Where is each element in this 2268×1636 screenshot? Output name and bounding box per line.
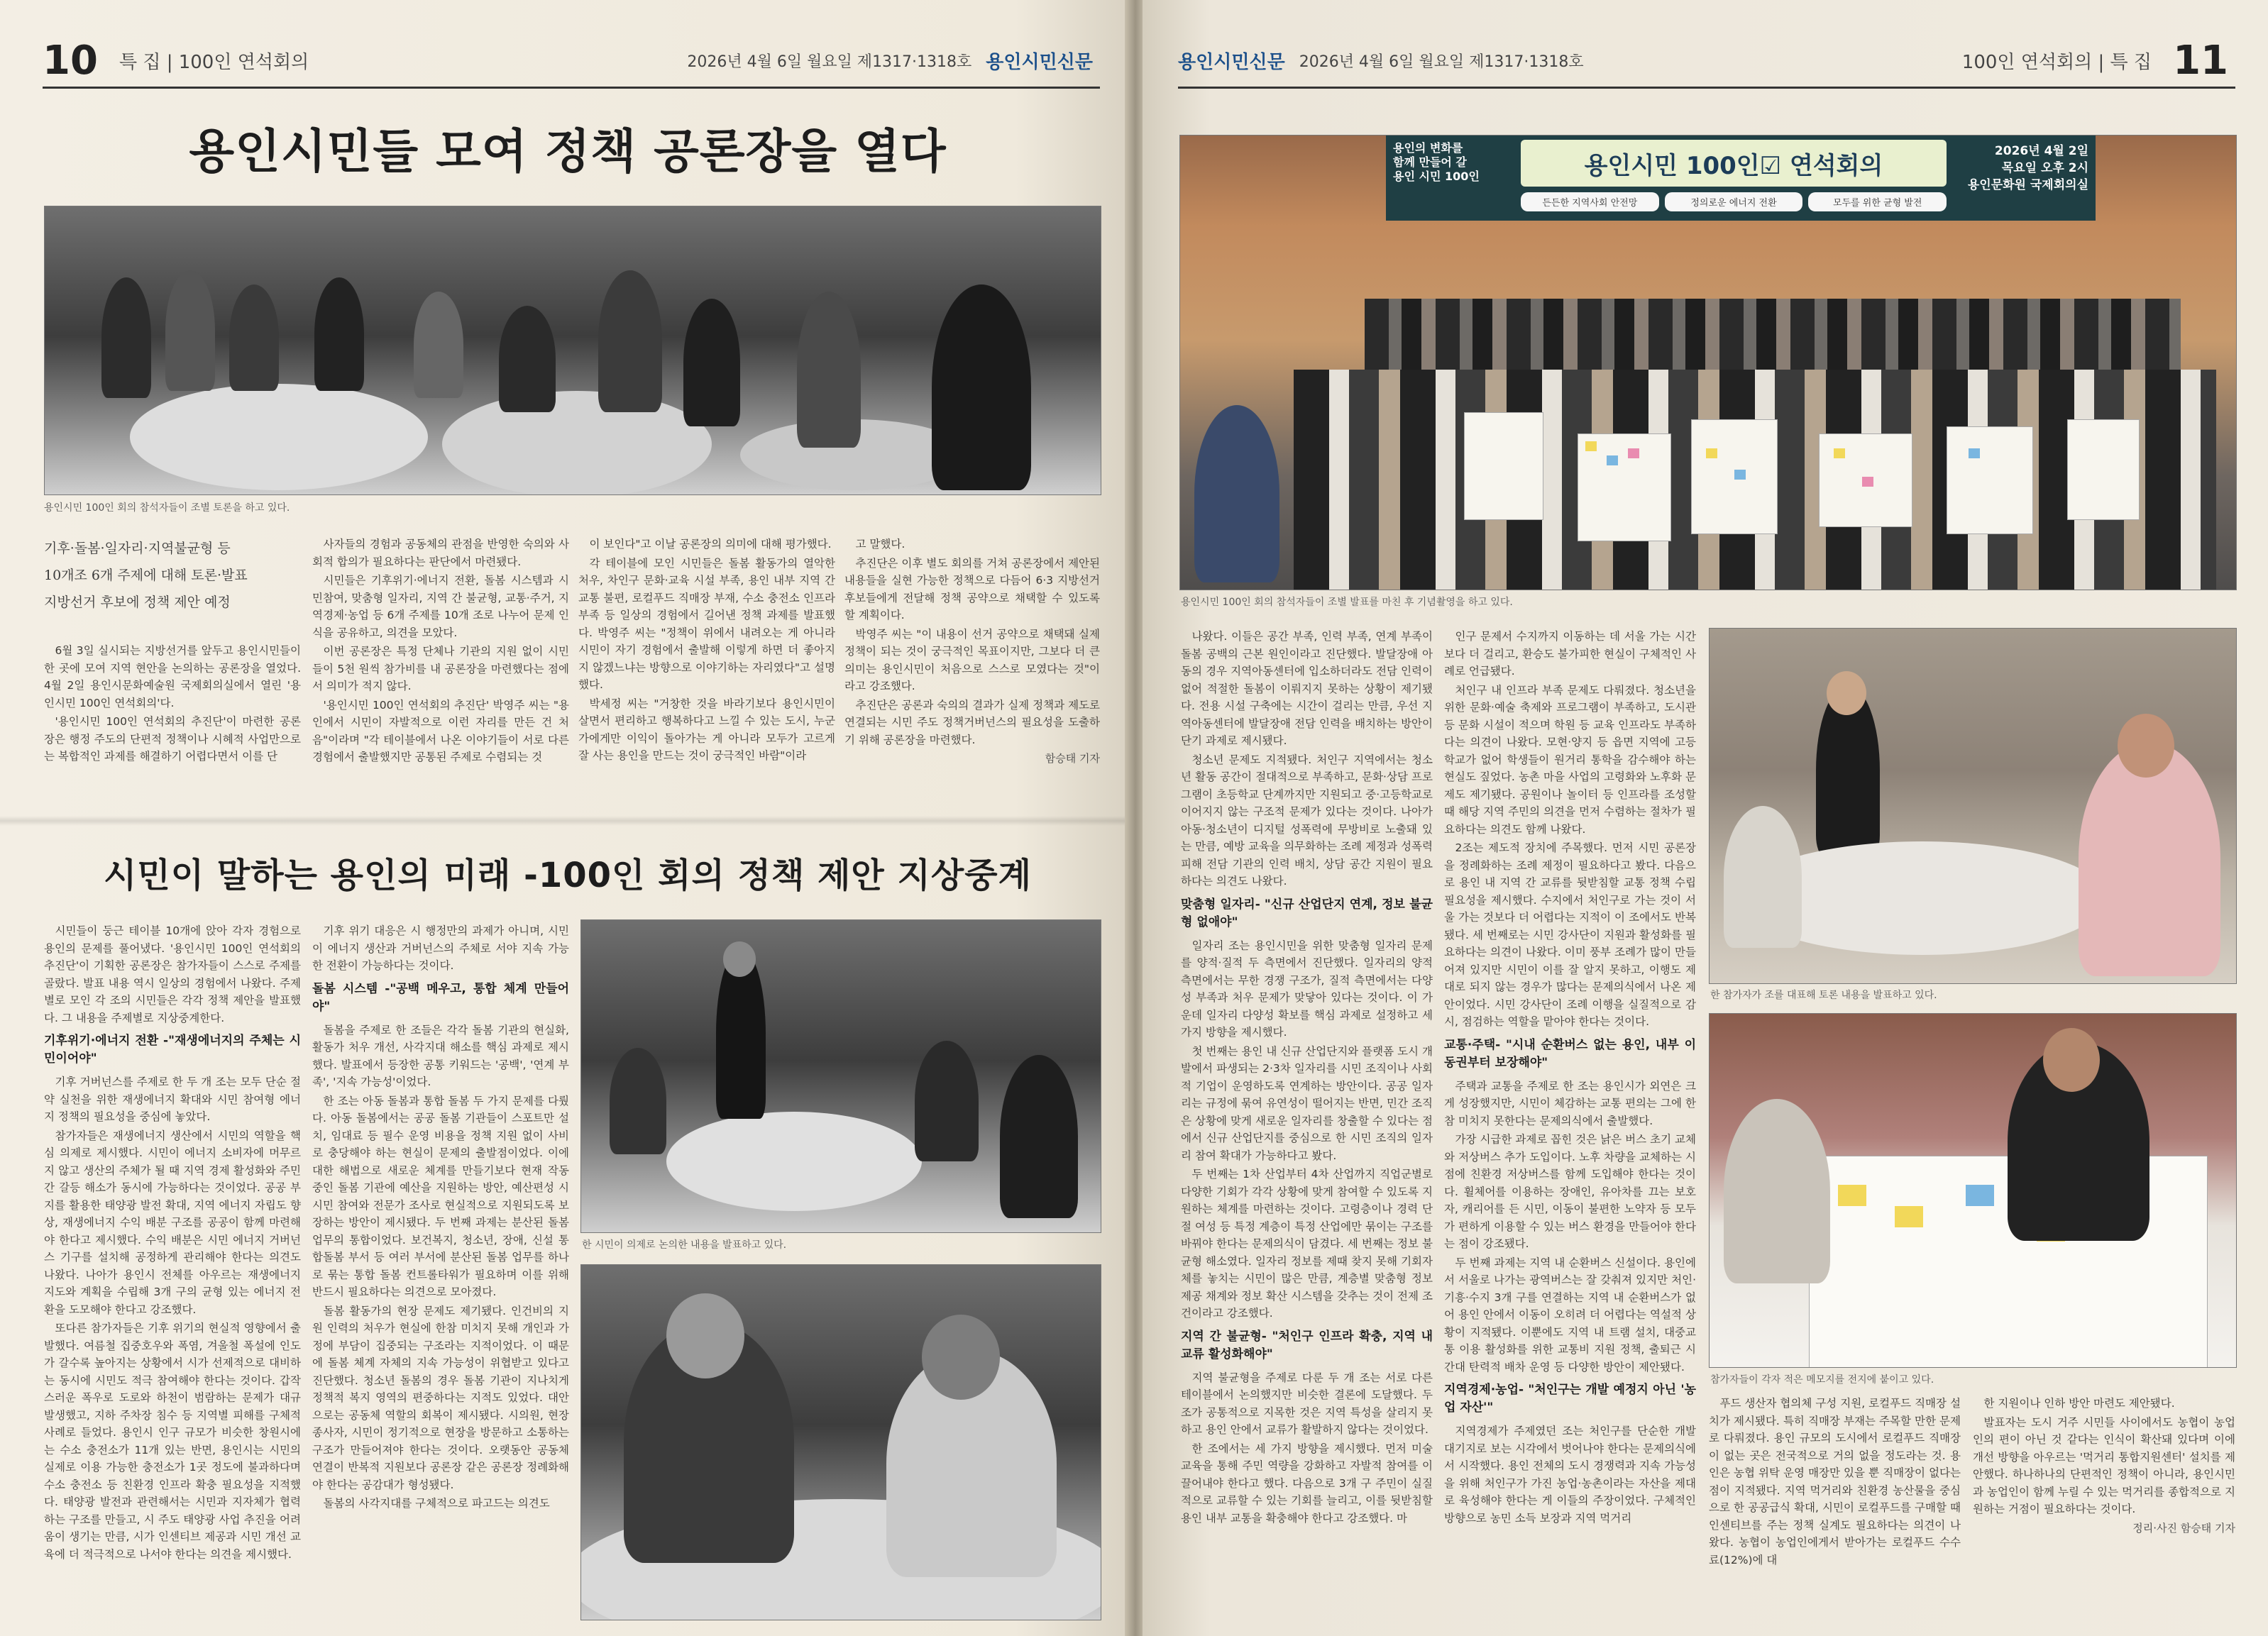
photo-group bbox=[1179, 135, 2237, 590]
attendee bbox=[165, 270, 215, 391]
poster-board bbox=[1578, 433, 1671, 541]
sticky-note bbox=[1628, 448, 1639, 458]
attendee bbox=[610, 1048, 666, 1154]
presenter-head bbox=[723, 941, 756, 977]
paragraph: 이 보인다"고 이날 공론장의 의미에 대해 평가했다. bbox=[589, 538, 832, 551]
paragraph: 한 조는 아동 돌봄과 통합 돌봄 두 가지 문제를 다뤘다. 아동 돌봄에서는 공공 돌봄 기관들이 스포트만 설치, 임대료 등 필수 운영 비용을 정책 지원 없이 사비로 충당해야 하는 현실이 문제의 출발점이었다. 이에 대한 해법으로 새로운 체계를 만들기보다 현재 작동 중인 돌봄 기관에 예산을 지원하는 방안, 예산편성 시 시민 참여와 전문가 조사로 현실적으로 지원되도록 보장하는 방안이 제시됐다. 두 번째 과제는 분산된 돌봄 업무의 통합이었다. 보건복지, 청소년, 장애, 신설 통합돌봄 부서 등 여러 부서에 분산된 돌봄 업무를 하나로 묶는 통합 돌봄 컨트롤타워가 필요하며 이를 위해 반드시 필요하다는 의견으로 모아졌다. bbox=[312, 1094, 569, 1298]
paragraph: 발표자는 도시 거주 시민들 사이에서도 농협이 농업인의 편이 아닌 것 같다는 인식이 확산돼 있다며 이에 개선 방향을 아우르는 '먹거리 통합지원센터' 설치를 제안했다. 하나하나의 단편적인 정책이 아니라, 용인시민과 농업인이 함께 누릴 수 있는 먹거리를 종합적으로 지원하는 거점이 필요하다는 것이다. bbox=[1973, 1415, 2235, 1515]
paragraph: 박영주 씨는 "이 내용이 선거 공약으로 채택돼 실제 정책이 되는 것이 궁극적인 목표이지만, 그보다 더 큰 의미는 용인시민이 처음으로 스스로 모였다는 것"이라고 강조했다. bbox=[844, 627, 1100, 692]
paragraph: 박세정 씨는 "거창한 것을 바라기보다 용인시민이 살면서 편리하고 행복하다고 느낄 수 있는 도시, 누군가에게만 이익이 돌아가는 게 아니라 모두가 고르게 잘 사는 용인을 만드는 것이 궁극적인 바람"이라 bbox=[578, 697, 835, 762]
attendee bbox=[915, 1041, 979, 1161]
paragraph: 일자리 조는 용인시민을 위한 맞춤형 일자리 문제를 양적·질적 두 측면에서 진단했다. 일자리의 양적 측면에서는 무한 경쟁 구조가, 질적 측면에서는 다양성 부족과 처우 문제가 맞닿아 있다는 것이다. 이 가운데 일자리 다양성 확보를 핵심 과제로 설정하고 세 가지 방향을 제시했다. bbox=[1181, 939, 1433, 1039]
sticky-note bbox=[1585, 441, 1597, 451]
header-rule bbox=[43, 87, 1100, 89]
speaker-head bbox=[1827, 671, 1866, 715]
paragraph: 지역 불균형을 주제로 다룬 두 개 조는 서로 다른 테이블에서 논의했지만 비슷한 결론에 도달했다. 두 조가 공통적으로 지목한 것은 지역 특성을 살리지 못하고 용인 안에서 교류가 활발하지 않다는 것이었다. bbox=[1181, 1371, 1433, 1436]
attendee bbox=[1724, 1099, 1830, 1283]
subhead: 지방선거 후보에 정책 제안 예정 bbox=[44, 595, 231, 610]
paragraph: 한 지원이나 인하 방안 마련도 제안됐다. bbox=[1983, 1397, 2175, 1410]
sticky-note bbox=[1734, 470, 1746, 480]
paragraph: 인구 문제서 수지까지 이동하는 데 서울 가는 시간보다 더 걸리고, 환승도 불가피한 현실이 구체적인 사례로 언급됐다. bbox=[1444, 630, 1696, 678]
section-heading-region: 지역 간 불균형- "처인구 인프라 확충, 지역 내 교류 활성화해야" bbox=[1181, 1329, 1433, 1361]
byline: 정리·사진 함승태 기자 bbox=[2132, 1521, 2235, 1535]
paragraph: 시민들은 기후위기·에너지 전환, 돌봄 시스템과 시민참여, 맞춤형 일자리, 지역 간 불균형, 교통·주거, 지역경제·농업 등 6개 주제를 10개 조로 나누어 문제 인식을 공유하고, 의견을 모았다. bbox=[312, 574, 569, 639]
section-label: 100인 연석회의 | 특 집 bbox=[1961, 51, 2152, 73]
banner-line: 용인의 변화를 bbox=[1393, 141, 1463, 155]
banner-tags bbox=[1521, 192, 1947, 211]
photo-presenter bbox=[580, 919, 1101, 1233]
left-page bbox=[0, 0, 1128, 1636]
right-header bbox=[1178, 39, 2228, 82]
poster-board bbox=[1691, 419, 1778, 534]
attendee bbox=[101, 277, 151, 398]
paragraph: 돌봄의 사각지대를 구체적으로 파고드는 의견도 bbox=[323, 1497, 550, 1510]
right-column-3 bbox=[1709, 1395, 1961, 1622]
sticky-note bbox=[1862, 477, 1873, 487]
right-column-1 bbox=[1181, 628, 1433, 1621]
sticky-note bbox=[1838, 1185, 1866, 1206]
sticky-note bbox=[1834, 448, 1845, 458]
banner-left-text bbox=[1393, 141, 1514, 184]
masthead: 용인시민신문 bbox=[1178, 51, 1285, 73]
paragraph: 청소년 문제도 지적됐다. 처인구 지역에서는 청소년 활동 공간이 절대적으로 부족하고, 문화·상담 프로그램이 초등학교 단계까지만 지원되고 중·고등학교로 이어지지 않는 구조적 문제가 있다는 것이다. 나아가 아동·청소년이 디지털 성폭력에 무방비로 노출돼 있는 만큼, 예방 교육을 의무화하는 조례 제정과 성폭력 피해 전담 기관의 인력 배치, 상담 공간 지원이 필요하다는 의견도 나왔다. bbox=[1181, 753, 1433, 888]
right-column-4 bbox=[1973, 1395, 2235, 1622]
poster-board bbox=[1947, 426, 2033, 534]
sticky-note bbox=[1969, 448, 1980, 458]
sticky-note bbox=[1607, 455, 1618, 465]
section-heading-economy: 지역경제·농업- "처인구는 개발 예정지 아닌 '농업 자산'" bbox=[1444, 1383, 1696, 1415]
banner-title: 용인시민 100인☑ 연석회의 bbox=[1521, 140, 1947, 187]
section-heading-jobs: 맞춤형 일자리- "신규 산업단지 연계, 정보 불균형 없애야" bbox=[1181, 897, 1433, 929]
paragraph: 사자들의 경험과 공동체의 관점을 반영한 숙의와 사회적 합의가 필요하다는 판단에서 마련됐다. bbox=[312, 538, 569, 568]
poster-board bbox=[1464, 412, 1543, 520]
banner-right-text bbox=[1954, 143, 2088, 194]
article1-column-4 bbox=[844, 536, 1100, 805]
banner-tag: 모두를 위한 균형 발전 bbox=[1808, 192, 1947, 211]
page-number: 10 bbox=[43, 37, 98, 84]
attendee bbox=[414, 292, 463, 398]
round-table bbox=[666, 1112, 922, 1211]
subheadings bbox=[44, 538, 299, 613]
subhead: 10개조 6개 주제에 대해 토론·발표 bbox=[44, 568, 248, 583]
right-column-2 bbox=[1444, 628, 1696, 1621]
paragraph: '용인시민 100인 연석회의 추진단' 박영주 씨는 "용인에서 시민이 자발적으로 이런 자리를 만든 건 처음"이라며 "각 테이블에서 나온 이야기들이 서로 다른 경험에서 출발했지만 공통된 주제로 수렴되는 것 bbox=[312, 698, 569, 763]
attendee-head bbox=[666, 1293, 744, 1378]
attendee bbox=[683, 299, 740, 426]
paragraph: 가장 시급한 과제로 꼽힌 것은 낡은 버스 초기 교체와 저상버스 추가 도입이다. 노후 차량을 교체하는 시점에 친환경 저상버스를 함께 도입해야 한다는 것이다. 휠체어를 이용하는 장애인, 유아차를 끄는 보호자, 캐리어를 든 시민, 이동이 불편한 노약자 등 모두가 편하게 이용할 수 있는 버스 환경을 만들어야 한다는 점이 강조됐다. bbox=[1444, 1133, 1696, 1250]
paragraph: 시민들이 둥근 테이블 10개에 앉아 각자 경험으로 용인의 문제를 풀어냈다. '용인시민 100인 연석회의 추진단'이 기획한 공론장은 참가자들이 스스로 주제를 골랐다. 발표 내용 역시 일상의 경험에서 나왔다. 주제별로 모인 각 조의 시민들은 각각 정책 제안을 발표했다. 그 내용을 주제별로 지상중계한다. bbox=[44, 924, 301, 1024]
subhead: 기후·돌봄·일자리·지역불균형 등 bbox=[44, 541, 231, 556]
paragraph: 첫 번째는 용인 내 신규 산업단지와 플랫폼 도시 개발에서 파생되는 2·3차 일자리를 시민 조직이나 사회적 기업이 운영하도록 연계하는 방안이다. 공공 일자리는 규정에 묶여 유연성이 떨어지는 반면, 민간 조직은 상황에 맞게 새로운 일자리를 창출할 수 있다는 점에서 신규 산업단지를 중심으로 한 시민 조직의 일자리 참여 확대가 가능하다고 봤다. bbox=[1181, 1044, 1433, 1162]
photo-table-discussion bbox=[580, 1264, 1101, 1620]
paragraph: 처인구 내 인프라 부족 문제도 다뤄졌다. 청소년을 위한 문화·예술 축제와 프로그램이 부족하고, 도시관 등 문화 시설이 적으며 학원 등 교육 인프라도 부족하다는 의견이 나왔다. 모현·양지 등 읍면 지역에 고등학교가 없어 학생들이 원거리 통학을 감수해야 하는 현실도 짚었다. 농촌 마을 사업의 고령화와 노후화 문제도 제기됐다. 공원이나 놀이터 등 인프라를 조성할 때 해당 지역 주민의 의견을 먼저 수렴하는 절차가 필요하다는 의견도 함께 나왔다. bbox=[1444, 683, 1696, 836]
banner-line: 목요일 오후 2시 bbox=[2001, 161, 2088, 175]
banner-tag: 든든한 지역사회 안전망 bbox=[1521, 192, 1659, 211]
paragraph: 이번 공론장은 특정 단체나 기관의 지원 없이 시민들이 5천 원씩 참가비를 내 공론장을 마련했다는 점에서 의미가 적지 않다. bbox=[312, 645, 569, 692]
sticky-note bbox=[1895, 1206, 1923, 1227]
attendee-head bbox=[2043, 1028, 2100, 1092]
attendee bbox=[797, 292, 861, 448]
photo-caption: 한 참가자가 조를 대표해 토론 내용을 발표하고 있다. bbox=[1710, 990, 1937, 1001]
paragraph: 추진단은 이후 별도 회의를 거쳐 공론장에서 제안된 내용들을 실현 가능한 정책으로 다듬어 6·3 지방선거 후보들에게 전달해 정책 공약으로 채택할 수 있도록 할 계획이다. bbox=[844, 556, 1100, 621]
attendee-head bbox=[922, 1315, 1000, 1400]
photo-caption: 용인시민 100인 회의 참석자들이 조별 토론을 하고 있다. bbox=[44, 502, 290, 514]
attendee bbox=[598, 270, 662, 412]
paragraph: 두 번째 과제는 지역 내 순환버스 신설이다. 용인에서 서울로 나가는 광역버스는 잘 갖춰져 있지만 처인·기흥·수지 3개 구를 연결하는 지역 내 순환버스가 없어 용인 안에서 이동이 오히려 더 어렵다는 역설적 상황이 지적됐다. 이뿐에도 지역 내 트램 설치, 대중교통 이용 활성화를 위한 교통비 지원 정책, 출퇴근 시간대 탄력적 배차 운영 등 다양한 방안이 제안됐다. bbox=[1444, 1256, 1696, 1374]
byline: 함승태 기자 bbox=[1045, 752, 1100, 765]
section-heading-traffic: 교통·주택- "시내 순환버스 없는 용인, 내부 이동권부터 보장해야" bbox=[1444, 1037, 1696, 1070]
article1-column-2 bbox=[312, 536, 569, 805]
round-table bbox=[130, 384, 428, 490]
paragraph: 돌봄 활동가의 현장 문제도 제기됐다. 인건비의 지원 인력의 처우가 현실에 한참 미치지 못해 개인과 가정에 부담이 집중되는 구조라는 지적이었다. 이 때문에 돌봄 체계 자체의 지속 가능성이 위협받고 있다고 진단했다. 청소년 돌봄의 경우 돌봄 기관이 지나치게 정책적 복지 영역의 편중하다는 지적도 있었다. 대안으로는 공동체 역할의 회복이 제시됐다. 시의원, 현장 종사자, 시민이 정기적으로 현장을 방문하고 소통하는 구조가 만들어져야 한다는 것이다. 오랫동안 공동체 연결이 반복적 지원보다 공론장 같은 공론장 정례화해야 한다는 공감대가 형성됐다. bbox=[312, 1304, 569, 1491]
photo-caption: 참가자들이 각자 적은 메모지를 전지에 붙이고 있다. bbox=[1710, 1374, 1934, 1386]
paragraph: 나왔다. 이들은 공간 부족, 인력 부족, 연계 부족이 돌봄 공백의 근본 원인이라고 진단했다. 발달장애 아동의 경우 지역아동센터에 입소하더라도 전담 인력이 없어 적절한 돌봄이 이뤄지지 못하는 상황이 제기됐다. 전용 시설 구축에는 시간이 걸리는 만큼, 우선 지역아동센터에 발달장애 전담 인력을 배치하는 방안이 단기 과제로 제시됐다. bbox=[1181, 630, 1433, 747]
paragraph: 고 말했다. bbox=[855, 538, 905, 551]
attendee bbox=[314, 277, 364, 391]
sticky-note bbox=[1966, 1185, 1994, 1206]
right-page bbox=[1143, 0, 2268, 1636]
banner-line: 함께 만들어 갈 bbox=[1393, 155, 1467, 169]
masthead: 용인시민신문 bbox=[986, 51, 1093, 73]
photo-sticky-notes bbox=[1709, 1013, 2237, 1368]
article2-column-2 bbox=[312, 922, 569, 1618]
attendee bbox=[1000, 1055, 1078, 1218]
headline-main: 용인시민들 모여 정책 공론장을 열다 bbox=[189, 124, 947, 179]
paragraph: 6월 3일 실시되는 지방선거를 앞두고 용인시민들이 한 곳에 모여 지역 현안을 논의하는 공론장을 열었다. 4월 2일 용인시문화예술원 국제회의실에서 열린 '용인시민 100인 연석회의'다. bbox=[44, 644, 301, 709]
page-fold bbox=[0, 816, 1128, 826]
banner-tag: 정의로운 에너지 전환 bbox=[1665, 192, 1803, 211]
left-header bbox=[43, 39, 1093, 82]
paragraph: 주택과 교통을 주제로 한 조는 용인시가 외연은 크게 성장했지만, 시민이 체감하는 교통 편의는 그에 한참 미치지 못한다는 문제의식에서 출발했다. bbox=[1444, 1079, 1696, 1127]
paragraph: 기후 거버넌스를 주제로 한 두 개 조는 모두 단순 절약 실천을 위한 재생에너지 확대와 시민 참여형 에너지 정책의 필요성을 중심에 놓았다. bbox=[44, 1076, 301, 1123]
article1-column-3 bbox=[578, 536, 835, 805]
paragraph: '용인시민 100인 연석회의 추진단'이 마련한 공론장은 행정 주도의 단편적 정책이나 시혜적 사업만으로는 복합적인 과제를 해결하기 어렵다면서 이를 단 bbox=[44, 715, 301, 763]
paragraph: 푸드 생산자 협의체 구성 지원, 로컬푸드 직매장 설치가 제시됐다. 특히 직매장 부재는 주목할 만한 문제로 다뤄졌다. 용인 규모의 도시에서 로컬푸드 직매장이 없는 곳은 전국적으로 거의 없을 정도라는 것. 용인은 농협 위탁 운영 매장만 있을 뿐 직매장이 없다는 점이 지적됐다. 지역 먹거리와 친환경 농산물을 중심으로 한 공공급식 확대, 시민이 로컬푸드를 구매할 때 인센티브를 주는 정책 실계도 필요하다는 의견이 나왔다. 농협이 농업인에게서 받아가는 로컬푸드 수수료(12%)에 대 bbox=[1709, 1397, 1961, 1566]
article2-column-1 bbox=[44, 922, 301, 1618]
header-rule bbox=[1178, 87, 2235, 89]
paragraph: 돌봄을 주제로 한 조들은 각각 돌봄 기관의 현실화, 활동가 처우 개선, 사각지대 해소를 핵심 과제로 제시했다. 발표에서 등장한 공통 키워드는 '공백', '연계 부족', '지속 가능성'이었다. bbox=[312, 1023, 569, 1088]
paragraph: 기후 위기 대응은 시 행정만의 과제가 아니며, 시민이 에너지 생산과 거버넌스의 주체로 서야 지속 가능한 전환이 가능하다는 것이다. bbox=[312, 924, 569, 972]
wheelchair-user bbox=[1194, 405, 1279, 582]
attendee bbox=[932, 284, 1031, 490]
article1-column-1 bbox=[44, 642, 301, 805]
paragraph: 또다른 참가자들은 기후 위기의 현실적 영향에서 출발했다. 여름철 집중호우와 폭염, 겨울철 폭설에 인도가 갈수록 높아지는 상황에서 시가 선제적으로 대비하는 동시에 시민도 적극 참여해야 한다는 것이다. 갑작스러운 폭우로 도로와 하천이 범람하는 문제가 대규 발생했고, 지하 주차장 침수 등 지역별 피해를 구체적 사례로 들었다. 용인시 인구 규모가 비슷한 창원시에는 수소 충전소가 11개 있는 반면, 용인시는 시민의 실제로 이용 가능한 충전소가 1곳 정도에 불과하다며 수소 충전소 등 친환경 인프라 확충 필요성을 지적했다. 태양광 발전과 관련해서는 시민과 지자체가 협력하는 구조를 만들고, 시 주도 태양광 사업 추진을 어려움이 생기는 만큼, 시가 인센티브 제공과 시민 개선 교육에 더 적극적으로 나서야 한다는 의견을 제시했다. bbox=[44, 1322, 301, 1561]
banner-line: 2026년 4월 2일 bbox=[1994, 144, 2088, 158]
paragraph: 지역경제가 주제였던 조는 처인구를 단순한 개발 대기지로 보는 시각에서 벗어나야 한다는 문제의식에서 시작했다. 용인 전체의 도시 경쟁력과 지속 가능성을 위해 처인구가 가진 농업·농촌이라는 자산을 제대로 육성해야 한다는 게 이들의 주장이었다. 구체적인 방향으로 농민 소득 보장과 지역 먹거리 bbox=[1444, 1425, 1696, 1525]
photo-caption: 한 시민이 의제로 논의한 내용을 발표하고 있다. bbox=[582, 1239, 787, 1251]
paragraph: 참가자들은 재생에너지 생산에서 시민의 역할을 핵심 의제로 제시했다. 시민이 에너지 소비자에 머무르지 않고 생산의 주체가 될 때 지역 경제 활성화와 주민 간 갈등 해소가 동시에 가능하다는 것이었다. 공공 부지를 활용한 태양광 발전 확대, 지역 에너지 자립도 향상, 재생에너지 수익 배분 구조를 공공이 함께 마련해야 한다고 제시했다. 수익 배분은 시민 에너지 거버넌스 기구를 설치해 공정하게 관리해야 한다는 의견도 나왔다. 나아가 용인시 전체를 아우르는 재생에너지 지도와 계획을 수립해 3개 구의 균형 있는 에너지 전환을 도모해야 한다고 강조했다. bbox=[44, 1129, 301, 1316]
banner-line: 용인문화원 국제회의실 bbox=[1967, 178, 2088, 192]
section-label: 특 집 | 100인 연석회의 bbox=[119, 51, 309, 73]
attendee-head bbox=[2118, 714, 2174, 778]
section-heading-climate: 기후위기·에너지 전환 -"재생에너지의 주체는 시민이어야" bbox=[44, 1034, 301, 1066]
poster-board bbox=[2067, 419, 2140, 520]
date-line: 2026년 4월 6일 월요일 제1317·1318호 bbox=[1299, 52, 1584, 71]
attendee bbox=[229, 284, 279, 391]
paragraph: 각 테이블에 모인 시민들은 돌봄 활동가의 열악한 처우, 차인구 문화·교육 시설 부족, 용인 내부 지역 간 교통 불편, 로컬푸드 직매장 부재, 수소 충전소 인프라 부족 등 일상의 경험에서 길어낸 정책 과제를 발표했다. 박영주 씨는 "정책이 위에서 내려오는 게 아니라 시민이 자기 경험에서 출발해 이렇게 하면 더 좋아지지 않겠느냐는 방향으로 이야기하는 자리였다"고 설명했다. bbox=[578, 556, 835, 691]
date-line: 2026년 4월 6일 월요일 제1317·1318호 bbox=[687, 52, 972, 71]
banner-line: 용인 시민 100인 bbox=[1393, 170, 1480, 183]
paragraph: 두 번째는 1차 산업부터 4차 산업까지 직업군별로 다양한 기회가 각각 상황에 맞게 참여할 수 있도록 지원하는 체계를 마련하는 것이다. 고령층이나 경력 단절 여성 등 특정 계층이 특정 산업에만 묶이는 구조를 바꿔야 한다는 문제의식이 담겼다. 세 번째는 정보 불균형 해소였다. 일자리 정보를 제때 찾지 못해 기회자체를 놓치는 시민이 많은 만큼, 계층별 맞춤형 정보 제공 채계와 정보 확산 시스템을 갖추는 것이 전제 조건이라고 강조했다. bbox=[1181, 1168, 1433, 1320]
sticky-note bbox=[1706, 448, 1717, 458]
paragraph: 추진단은 공론과 숙의의 결과가 실제 정책과 제도로 연결되는 시민 주도 정책거버넌스의 필요성을 도출하기 위해 공론장을 마련했다. bbox=[844, 698, 1100, 746]
paragraph: 한 조에서는 세 가지 방향을 제시했다. 먼저 미술 교육을 통해 주민 역량을 강화하고 자발적 참여를 이끌어내야 한다고 했다. 다음으로 3개 구 주민이 실질적으로 교류할 수 있는 기회를 늘리고, 이를 뒷받침할 용인 내부 교통을 확충해야 한다고 강조했다. 마 bbox=[1181, 1442, 1433, 1525]
attendee bbox=[499, 306, 556, 412]
paragraph: 2조는 제도적 장치에 주목했다. 먼저 시민 공론장을 정례화하는 조례 제정이 필요하다고 봤다. 다음으로 용인 내 지역 간 교류를 뒷받침할 교통 정책 수립 필요성을 제시했다. 수지에서 처인구로 가는 것이 서울 가는 것보다 더 어렵다는 지적이 이 조에서도 반복됐다. 세 번째로는 시민 강사단이 지원과 활성화를 필요하다는 의견이 나왔다. 이미 풍부 조례가 많이 만들어져 있지만 시민이 이를 잘 알지 못하고, 이행도 제대로 되지 않는 경우가 많다는 문제의식에서 나온 제안이었다. 시민 강사단이 조례 이행을 실질적으로 감시, 점검하는 역할을 맡아야 한다는 것이다. bbox=[1444, 841, 1696, 1028]
photo-discussion bbox=[44, 206, 1101, 495]
photo-caption: 용인시민 100인 회의 참석자들이 조별 발표를 마친 후 기념촬영을 하고 있다. bbox=[1181, 597, 1513, 608]
photo-speaker bbox=[1709, 628, 2237, 984]
event-banner bbox=[1386, 136, 2096, 221]
headline-secondary: 시민이 말하는 용인의 미래 -100인 회의 정책 제안 지상중계 bbox=[104, 856, 1032, 895]
attendee bbox=[1724, 806, 1802, 948]
page-number: 11 bbox=[2173, 37, 2228, 84]
section-heading-care: 돌봄 시스템 -"공백 메우고, 통합 체계 만들어야" bbox=[312, 981, 569, 1014]
poster-board bbox=[1819, 433, 1912, 527]
round-table bbox=[442, 391, 712, 495]
